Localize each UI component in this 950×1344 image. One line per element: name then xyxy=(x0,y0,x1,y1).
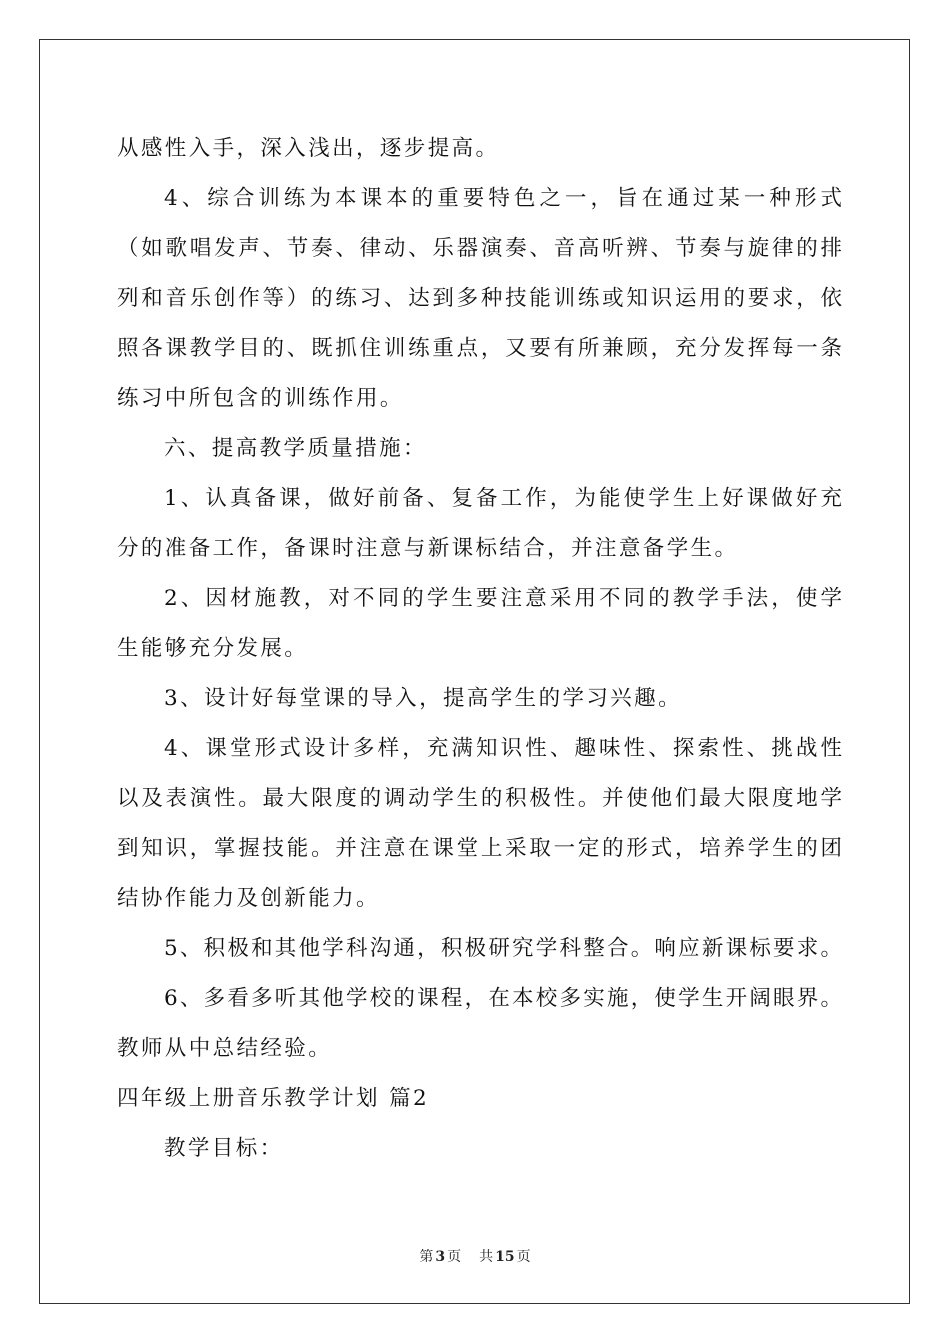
paragraph-line: 练习中所包含的训练作用。 xyxy=(117,386,404,411)
paragraph-line: 列和音乐创作等）的练习、达到多种技能训练或知识运用的要求，依 xyxy=(117,286,842,311)
paragraph-line: （如歌唱发声、节奏、律动、乐器演奏、音高听辨、节奏与旋律的排 xyxy=(117,236,842,261)
paragraph-line: 4、课堂形式设计多样，充满知识性、趣味性、探索性、挑战性 xyxy=(164,736,842,761)
paragraph-line: 生能够充分发展。 xyxy=(117,636,309,661)
paragraph-line: 2、因材施教，对不同的学生要注意采用不同的教学手法，使学 xyxy=(164,586,842,611)
current-page-number: 3 xyxy=(435,1249,446,1265)
section-heading: 六、提高教学质量措施： xyxy=(164,436,427,461)
footer-total-prefix: 共 xyxy=(479,1249,494,1265)
paragraph-line: 分的准备工作，备课时注意与新课标结合，并注意备学生。 xyxy=(117,536,739,561)
paragraph-line: 6、多看多听其他学校的课程，在本校多实施，使学生开阔眼界。 xyxy=(164,986,842,1011)
footer-prefix: 第 xyxy=(419,1249,434,1265)
footer-total-unit: 页 xyxy=(516,1249,531,1265)
paragraph-line: 4、综合训练为本课本的重要特色之一，旨在通过某一种形式 xyxy=(164,186,842,211)
paragraph-line: 照各课教学目的、既抓住训练重点，又要有所兼顾，充分发挥每一条 xyxy=(117,336,842,361)
total-pages-number: 15 xyxy=(495,1249,515,1265)
paragraph-line: 5、积极和其他学科沟通，积极研究学科整合。响应新课标要求。 xyxy=(164,936,842,961)
paragraph-line: 1、认真备课，做好前备、复备工作，为能使学生上好课做好充 xyxy=(164,486,842,511)
paragraph-line: 教师从中总结经验。 xyxy=(117,1036,333,1061)
paragraph-line: 以及表演性。最大限度的调动学生的积极性。并使他们最大限度地学 xyxy=(117,786,842,811)
paragraph-line: 到知识，掌握技能。并注意在课堂上采取一定的形式，培养学生的团 xyxy=(117,836,842,861)
section-heading: 教学目标： xyxy=(164,1136,284,1161)
paragraph-line: 3、设计好每堂课的导入，提高学生的学习兴趣。 xyxy=(164,686,682,711)
paragraph-line: 结协作能力及创新能力。 xyxy=(117,886,380,911)
document-title: 四年级上册音乐教学计划 篇2 xyxy=(117,1086,430,1111)
document-body xyxy=(117,124,842,1174)
footer-page-unit: 页 xyxy=(447,1249,462,1265)
page-footer xyxy=(0,1246,950,1266)
paragraph-line: 从感性入手，深入浅出，逐步提高。 xyxy=(117,136,500,161)
